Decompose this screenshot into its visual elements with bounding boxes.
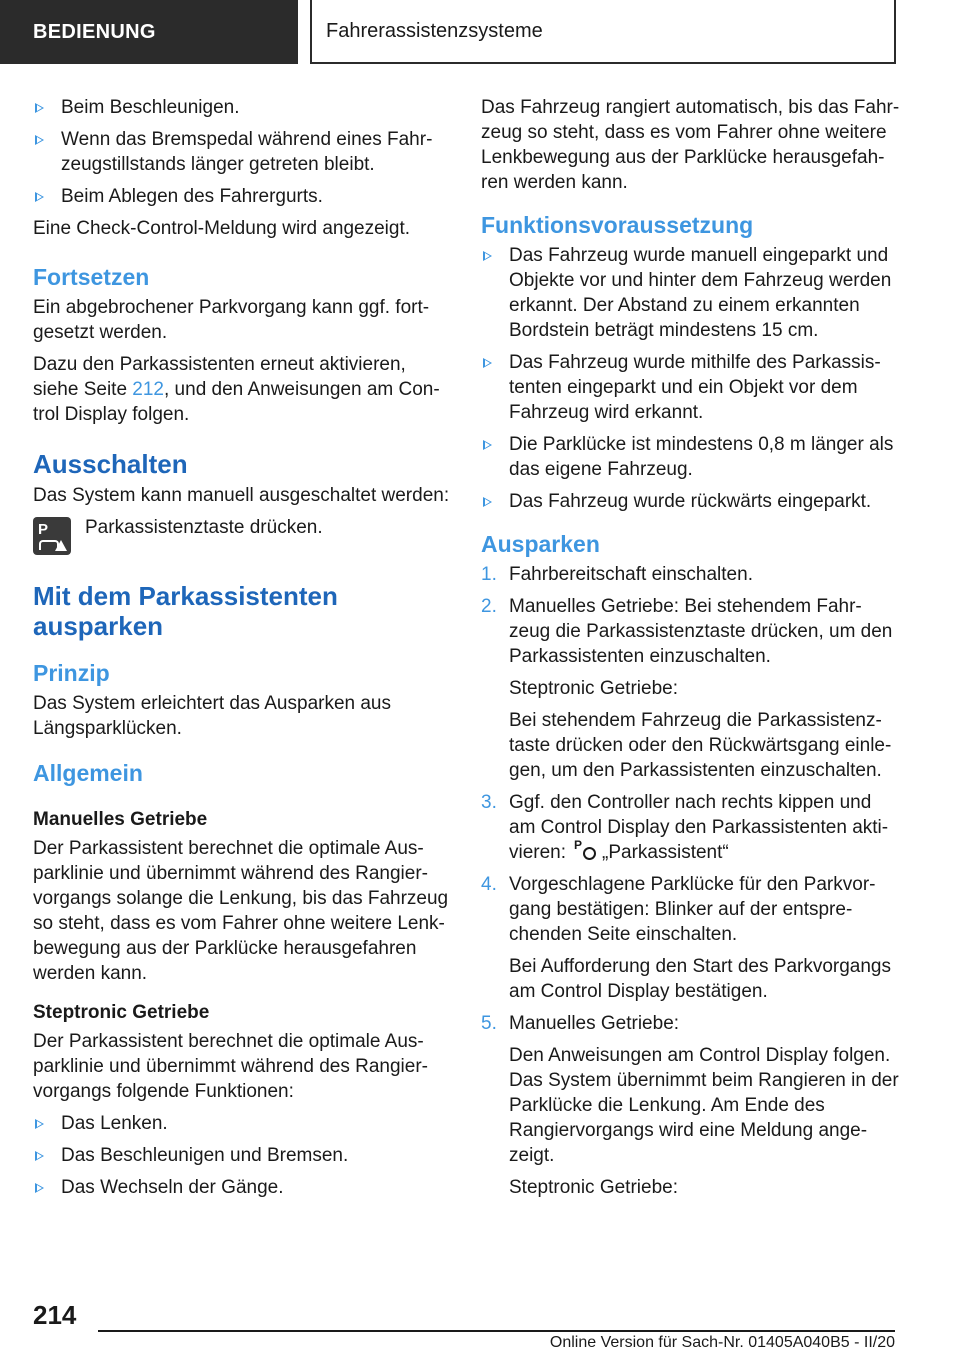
icon-instruction: P Parkassistenztaste drücken.: [33, 515, 453, 565]
list-item: Das Fahrzeug wurde rückwärts eingeparkt.: [481, 489, 901, 514]
step-item: 1. Fahrbereitschaft einschalten.: [481, 564, 753, 585]
triangle-bullet-icon: [35, 192, 44, 202]
paragraph: Der Parkassistent berechnet die optimale Aus-parklinie und übernimmt während des Rangier-vorgangs folgende Funktionen:: [33, 1031, 428, 1102]
triangle-bullet-icon: [35, 1151, 44, 1161]
step-item: 2. Manuelles Getriebe: Bei stehendem Fahr-zeug die Parkassistenztaste drücken, um den Parkassistenten einzuschalten. Steptronic Getriebe: Bei stehendem Fahrzeug die Parkassistenz-taste drücken oder den Rückwärtsgang einle-gen, um den Parkassistenten einzuschalten.: [481, 596, 893, 781]
paragraph: Der Parkassistent berechnet die optimale Aus-parklinie und übernimmt während des Rangier-vorgangs solange die Lenkung, bis das Fahrzeug so steht, dass es vom Fahrer ohne weitere Lenk-bewegung aus der Parklücke herausgefahren werden kann.: [33, 838, 449, 984]
triangle-bullet-icon: [35, 135, 44, 145]
list-item: Das Fahrzeug wurde manuell eingeparkt und Objekte vor und hinter dem Fahrzeug werden erkannt. Der Abstand zu einem erkannten Bordstein beträgt mindestens 15 cm.: [481, 243, 901, 343]
page-link[interactable]: 212: [132, 379, 164, 400]
step-item: 4. Vorgeschlagene Parklücke für den Parkvor-gang bestätigen: Blinker auf der entspre-chenden Seite einschalten. Bei Aufforderung den Start des Parkvorgangs am Control Display bestätigen.: [481, 874, 892, 1002]
heading-fortsetzen: Fortsetzen: [33, 264, 150, 290]
park-assist-button-icon: P: [33, 517, 71, 555]
footer-divider: [98, 1330, 895, 1332]
left-column: [33, 95, 453, 1207]
list-item: Das Lenken.: [33, 1111, 453, 1136]
list-item: Das Fahrzeug wurde mithilfe des Parkassis-tenten eingeparkt und ein Objekt vor dem Fahrzeug wird erkannt.: [481, 350, 901, 425]
paragraph: Das System erleichtert das Ausparken aus Längsparklücken.: [33, 693, 392, 739]
paragraph: Das System kann manuell ausgeschaltet werden:: [33, 485, 450, 506]
right-column: [481, 95, 901, 1207]
footer-version: Online Version für Sach-Nr. 01405A040B5 - II/20: [549, 1334, 895, 1351]
paragraph: Eine Check-Control-Meldung wird angezeigt.: [33, 218, 411, 239]
list-item: Die Parklücke ist mindestens 0,8 m länger als das eigene Fahrzeug.: [481, 432, 901, 482]
heading-steptronic-getriebe: Steptronic Getriebe: [33, 1002, 210, 1023]
list-item: Beim Ablegen des Fahrergurts.: [33, 184, 453, 209]
list-item: Beim Beschleunigen.: [33, 95, 453, 120]
triangle-bullet-icon: [483, 440, 492, 450]
paragraph: Ein abgebrochener Parkvorgang kann ggf. fort-gesetzt werden.: [33, 297, 430, 343]
heading-ausparken: Ausparken: [481, 531, 600, 557]
heading-prinzip: Prinzip: [33, 660, 110, 686]
chapter-title: Fahrerassistenzsysteme: [310, 0, 896, 64]
paragraph: Dazu den Parkassistenten erneut aktivieren, siehe Seite 212, und den Anweisungen am Con-trol Display folgen.: [33, 354, 440, 425]
heading-funktionsvoraussetzung: Funktionsvoraussetzung: [481, 212, 754, 238]
list-item: Das Wechseln der Gänge.: [33, 1175, 453, 1200]
page-number: 214: [33, 1300, 77, 1330]
list-item: Das Beschleunigen und Bremsen.: [33, 1143, 453, 1168]
step-item: 3. Ggf. den Controller nach rechts kippen und am Control Display den Parkassistenten akti-vieren: P „Parkassistent“: [481, 792, 889, 863]
heading-manuelles-getriebe: Manuelles Getriebe: [33, 809, 208, 830]
paragraph: Das Fahrzeug rangiert automatisch, bis das Fahr-zeug so steht, dass es vom Fahrer ohne weitere Lenkbewegung aus der Parklücke herausgefah-ren werden kann.: [481, 97, 900, 193]
list-item: Wenn das Bremspedal während eines Fahr-zeugstillstands länger getreten bleibt.: [33, 127, 453, 177]
triangle-bullet-icon: [35, 103, 44, 113]
step-item: 5. Manuelles Getriebe: Den Anweisungen am Control Display folgen. Das System übernimmt beim Rangieren in der Parklücke die Lenkung. Am Ende des Rangiervorgangs wird eine Meldung ange-zeigt. Steptronic Getriebe:: [481, 1013, 899, 1198]
heading-allgemein: Allgemein: [33, 760, 143, 786]
section-label: BEDIENUNG: [0, 0, 298, 64]
page-header: [0, 0, 960, 66]
triangle-bullet-icon: [35, 1119, 44, 1129]
triangle-bullet-icon: [35, 1183, 44, 1193]
park-assist-menu-icon: P: [574, 841, 598, 861]
triangle-bullet-icon: [483, 358, 492, 368]
heading-ausschalten: Ausschalten: [33, 449, 188, 479]
triangle-bullet-icon: [483, 497, 492, 507]
triangle-bullet-icon: [483, 251, 492, 261]
heading-mit-dem-parkassistenten: Mit dem Parkassistenten ausparken: [33, 581, 338, 641]
